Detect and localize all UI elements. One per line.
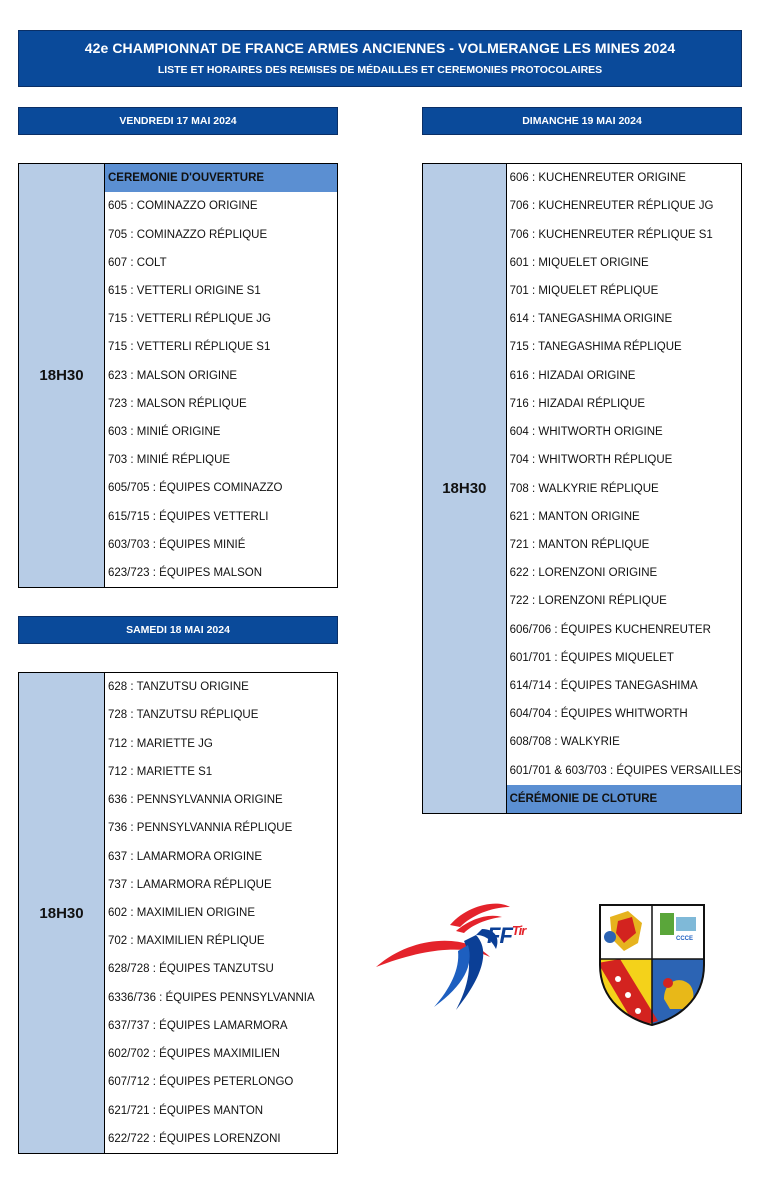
list-item: 622/722 : ÉQUIPES LORENZONI [108, 1132, 281, 1145]
saturday-day-header: SAMEDI 18 MAI 2024 [18, 616, 338, 644]
list-item: 637/737 : ÉQUIPES LAMARMORA [108, 1019, 288, 1032]
list-item: 603/703 : ÉQUIPES MINIÉ [108, 538, 246, 551]
list-item: 606/706 : ÉQUIPES KUCHENREUTER [509, 623, 711, 636]
list-item: 615/715 : ÉQUIPES VETTERLI [108, 510, 269, 523]
saturday-time: 18H30 [19, 673, 105, 1153]
sunday-time: 18H30 [423, 164, 507, 813]
list-item: 715 : VETTERLI RÉPLIQUE S1 [108, 341, 271, 354]
list-item: 737 : LAMARMORA RÉPLIQUE [108, 878, 272, 891]
fftir-logo [372, 895, 567, 1015]
list-item: 604 : WHITWORTH ORIGINE [509, 426, 663, 439]
list-item: 621 : MANTON ORIGINE [509, 510, 640, 523]
page-header [18, 30, 742, 87]
list-item: 722 : LORENZONI RÉPLIQUE [509, 595, 667, 608]
list-item: 616 : HIZADAI ORIGINE [509, 369, 636, 382]
list-item: 605 : COMINAZZO ORIGINE [108, 200, 258, 213]
saturday-list [105, 673, 337, 1153]
list-item: 603 : MINIÉ ORIGINE [108, 425, 221, 438]
list-item: 701 : MIQUELET RÉPLIQUE [509, 284, 659, 297]
sunday-list [507, 164, 741, 813]
list-item: 721 : MANTON RÉPLIQUE [509, 538, 650, 551]
list-item: 601 : MIQUELET ORIGINE [509, 256, 649, 269]
list-item: 607/712 : ÉQUIPES PETERLONGO [108, 1076, 294, 1089]
list-item: 614/714 : ÉQUIPES TANEGASHIMA [509, 680, 698, 693]
friday-schedule [18, 163, 338, 588]
sunday-schedule [422, 163, 742, 814]
list-item: 723 : MALSON RÉPLIQUE [108, 397, 247, 410]
list-item: 702 : MAXIMILIEN RÉPLIQUE [108, 935, 265, 948]
list-item: 601/701 & 603/703 : ÉQUIPES VERSAILLES [509, 764, 741, 777]
list-item: 628/728 : ÉQUIPES TANZUTSU [108, 963, 274, 976]
page-subtitle: LISTE ET HORAIRES DES REMISES DE MÉDAILLES ET CEREMONIES PROTOCOLAIRES [157, 64, 603, 76]
list-item: 607 : COLT [108, 256, 167, 269]
list-item: 602/702 : ÉQUIPES MAXIMILIEN [108, 1048, 280, 1061]
list-item: 621/721 : ÉQUIPES MANTON [108, 1104, 264, 1117]
ceremony-opening: CEREMONIE D'OUVERTURE [105, 164, 337, 192]
list-item: 614 : TANEGASHIMA ORIGINE [509, 313, 673, 326]
list-item: 705 : COMINAZZO RÉPLIQUE [108, 228, 268, 241]
list-item: 602 : MAXIMILIEN ORIGINE [108, 906, 255, 919]
fftir-logo-text: $FF^{Tir}$ [487, 923, 526, 948]
list-item: 606 : KUCHENREUTER ORIGINE [509, 172, 686, 185]
list-item: 712 : MARIETTE S1 [108, 765, 213, 778]
list-item: 703 : MINIÉ RÉPLIQUE [108, 454, 231, 467]
list-item: 715 : VETTERLI RÉPLIQUE JG [108, 313, 271, 326]
list-item: 605/705 : ÉQUIPES COMINAZZO [108, 482, 283, 495]
list-item: 601/701 : ÉQUIPES MIQUELET [509, 651, 674, 664]
town-crest-logo [598, 903, 706, 1027]
list-item: 623 : MALSON ORIGINE [108, 369, 238, 382]
list-item: 628 : TANZUTSU ORIGINE [108, 681, 249, 694]
list-item: 706 : KUCHENREUTER RÉPLIQUE JG [509, 200, 714, 213]
list-item: 6336/736 : ÉQUIPES PENNSYLVANNIA [108, 991, 315, 1004]
list-item: 704 : WHITWORTH RÉPLIQUE [509, 454, 673, 467]
list-item: 604/704 : ÉQUIPES WHITWORTH [509, 708, 688, 721]
list-item: 637 : LAMARMORA ORIGINE [108, 850, 263, 863]
friday-time: 18H30 [19, 164, 105, 587]
list-item: 615 : VETTERLI ORIGINE S1 [108, 284, 261, 297]
friday-day-header: VENDREDI 17 MAI 2024 [18, 107, 338, 135]
list-item: 736 : PENNSYLVANNIA RÉPLIQUE [108, 822, 293, 835]
list-item: 728 : TANZUTSU RÉPLIQUE [108, 709, 259, 722]
list-item: 715 : TANEGASHIMA RÉPLIQUE [509, 341, 682, 354]
ceremony-closing: CÉRÉMONIE DE CLOTURE [507, 785, 741, 813]
list-item: 708 : WALKYRIE RÉPLIQUE [509, 482, 659, 495]
friday-list [105, 164, 337, 587]
list-item: 608/708 : WALKYRIE [509, 736, 620, 749]
crest-text: CCCE [676, 936, 694, 942]
saturday-schedule [18, 672, 338, 1154]
list-item: 716 : HIZADAI RÉPLIQUE [509, 397, 646, 410]
list-item: 622 : LORENZONI ORIGINE [509, 567, 658, 580]
list-item: 636 : PENNSYLVANNIA ORIGINE [108, 794, 283, 807]
list-item: 623/723 : ÉQUIPES MALSON [108, 566, 263, 579]
sunday-day-header: DIMANCHE 19 MAI 2024 [422, 107, 742, 135]
page-title: 42e CHAMPIONNAT DE FRANCE ARMES ANCIENNES - VOLMERANGE LES MINES 2024 [84, 40, 676, 56]
list-item: 712 : MARIETTE JG [108, 737, 213, 750]
list-item: 706 : KUCHENREUTER RÉPLIQUE S1 [509, 228, 713, 241]
